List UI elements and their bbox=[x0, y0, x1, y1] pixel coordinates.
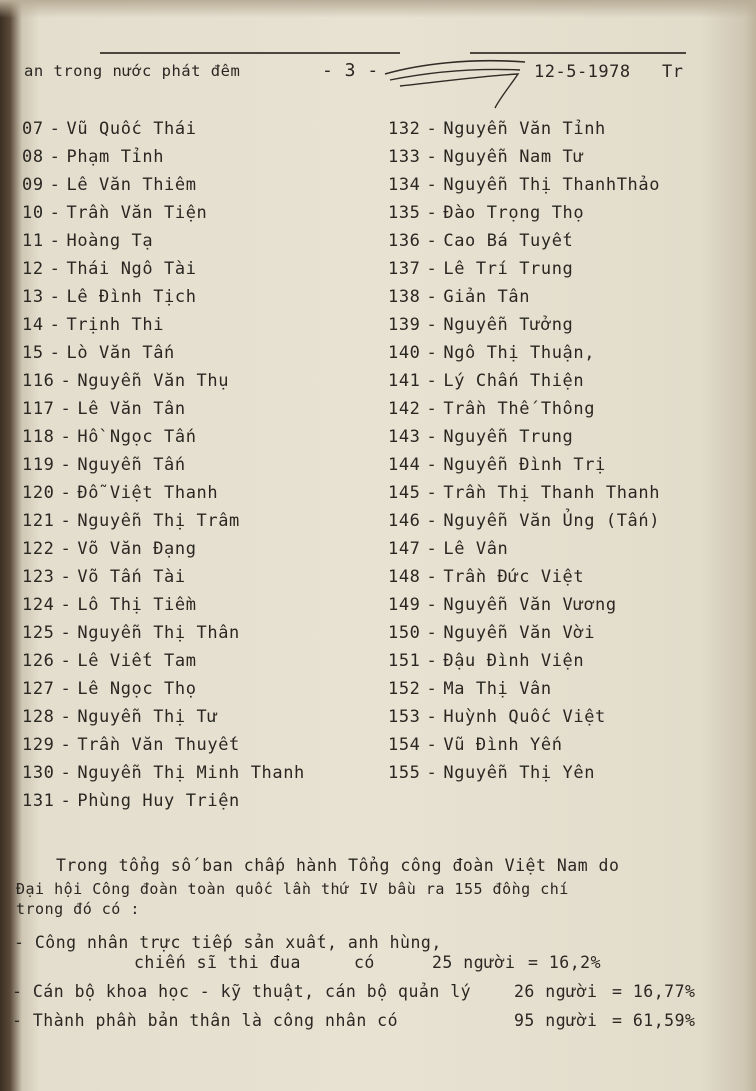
stat-origin-percent: = 61,59% bbox=[612, 1011, 696, 1030]
list-item: 122 - Võ Văn Đạng bbox=[22, 539, 197, 559]
list-item: 143 - Nguyễn Trung bbox=[388, 427, 574, 447]
list-item: 118 - Hồ Ngọc Tấn bbox=[22, 427, 197, 447]
list-item: 08 - Phạm Tỉnh bbox=[22, 147, 165, 167]
list-item: 135 - Đào Trọng Thọ bbox=[388, 203, 585, 223]
list-item: 125 - Nguyễn Thị Thân bbox=[22, 623, 240, 643]
list-item: 123 - Võ Tấn Tài bbox=[22, 567, 186, 587]
list-item: 145 - Trần Thị Thanh Thanh bbox=[388, 483, 661, 503]
stat-origin-label: - Thành phần bản thân là công nhân có bbox=[12, 1011, 399, 1030]
list-item: 137 - Lê Trí Trung bbox=[388, 259, 574, 279]
stat-workers-percent: = 16,2% bbox=[528, 953, 602, 972]
list-item: 155 - Nguyễn Thị Yên bbox=[388, 763, 596, 783]
right-name-list bbox=[388, 117, 748, 797]
list-item: 136 - Cao Bá Tuyết bbox=[388, 231, 574, 251]
list-item: 150 - Nguyễn Văn Vời bbox=[388, 623, 596, 643]
list-item: 121 - Nguyễn Thị Trâm bbox=[22, 511, 240, 531]
list-item: 11 - Hoàng Tạ bbox=[22, 231, 154, 251]
list-item: 10 - Trần Văn Tiện bbox=[22, 203, 208, 223]
list-item: 117 - Lê Văn Tân bbox=[22, 399, 186, 419]
list-item: 129 - Trần Văn Thuyết bbox=[22, 735, 240, 755]
list-item: 124 - Lô Thị Tiềm bbox=[22, 595, 197, 615]
header-suffix: Tr bbox=[662, 62, 684, 82]
list-item: 130 - Nguyễn Thị Minh Thanh bbox=[22, 763, 305, 783]
list-item: 116 - Nguyễn Văn Thụ bbox=[22, 371, 230, 391]
list-item: 149 - Nguyễn Văn Vương bbox=[388, 595, 617, 615]
handwritten-swoosh-mark bbox=[380, 46, 530, 116]
list-item: 132 - Nguyễn Văn Tỉnh bbox=[388, 119, 606, 139]
list-item: 12 - Thái Ngô Tài bbox=[22, 259, 197, 279]
list-item: 152 - Ma Thị Vân bbox=[388, 679, 552, 699]
list-item: 128 - Nguyễn Thị Tư bbox=[22, 707, 219, 727]
list-item: 141 - Lý Chấn Thiện bbox=[388, 371, 585, 391]
list-item: 09 - Lê Văn Thiêm bbox=[22, 175, 197, 195]
list-item: 15 - Lò Văn Tấn bbox=[22, 343, 175, 363]
stat-science-percent: = 16,77% bbox=[612, 982, 696, 1001]
list-item: 154 - Vũ Đình Yến bbox=[388, 735, 563, 755]
list-item: 119 - Nguyễn Tấn bbox=[22, 455, 186, 475]
stat-origin-count: 95 người bbox=[514, 1011, 598, 1030]
list-item: 120 - Đỗ Việt Thanh bbox=[22, 483, 219, 503]
left-name-list bbox=[22, 117, 362, 817]
list-item: 127 - Lê Ngọc Thọ bbox=[22, 679, 197, 699]
stat-science-label: - Cán bộ khoa học - kỹ thuật, cán bộ quản lý bbox=[12, 982, 472, 1001]
stat-workers-count: 25 người bbox=[432, 953, 516, 972]
list-item: 151 - Đậu Đình Viện bbox=[388, 651, 585, 671]
list-item: 140 - Ngô Thị Thuận, bbox=[388, 343, 596, 363]
stat-workers-mid: có bbox=[354, 953, 375, 972]
list-item: 142 - Trần Thế Thông bbox=[388, 399, 596, 419]
stat-workers-label: - Công nhân trực tiếp sản xuất, anh hùng, bbox=[14, 933, 442, 952]
list-item: 138 - Giản Tân bbox=[388, 287, 531, 307]
summary-line-2: Đại hội Công đoàn toàn quốc lần thứ IV bầu ra 155 đồng chí bbox=[16, 880, 569, 898]
header-title: an trong nước phát đêm bbox=[24, 62, 241, 80]
header-page-number: - 3 - bbox=[322, 60, 379, 81]
summary-line-1: Trong tổng số ban chấp hành Tổng công đoàn Việt Nam do bbox=[56, 856, 620, 875]
header-date: 12-5-1978 bbox=[534, 62, 631, 82]
list-item: 146 - Nguyễn Văn Ủng (Tấn) bbox=[388, 511, 661, 531]
page-top-shadow bbox=[0, 0, 756, 18]
list-item: 131 - Phùng Huy Triện bbox=[22, 791, 240, 811]
header-rule-left bbox=[100, 52, 400, 54]
summary-line-3: trong đó có : bbox=[16, 900, 140, 918]
list-item: 153 - Huỳnh Quốc Việt bbox=[388, 707, 606, 727]
list-item: 144 - Nguyễn Đình Trị bbox=[388, 455, 606, 475]
stat-workers-label-cont: chiến sĩ thi đua bbox=[134, 953, 301, 972]
list-item: 134 - Nguyễn Thị ThanhThảo bbox=[388, 175, 661, 195]
list-item: 139 - Nguyễn Tưởng bbox=[388, 315, 574, 335]
list-item: 13 - Lê Đình Tịch bbox=[22, 287, 197, 307]
list-item: 147 - Lê Vân bbox=[388, 539, 509, 559]
list-item: 14 - Trịnh Thi bbox=[22, 315, 165, 335]
list-item: 148 - Trần Đức Việt bbox=[388, 567, 585, 587]
list-item: 07 - Vũ Quốc Thái bbox=[22, 119, 197, 139]
stat-science-count: 26 người bbox=[514, 982, 598, 1001]
list-item: 133 - Nguyễn Nam Tư bbox=[388, 147, 585, 167]
list-item: 126 - Lê Viết Tam bbox=[22, 651, 197, 671]
